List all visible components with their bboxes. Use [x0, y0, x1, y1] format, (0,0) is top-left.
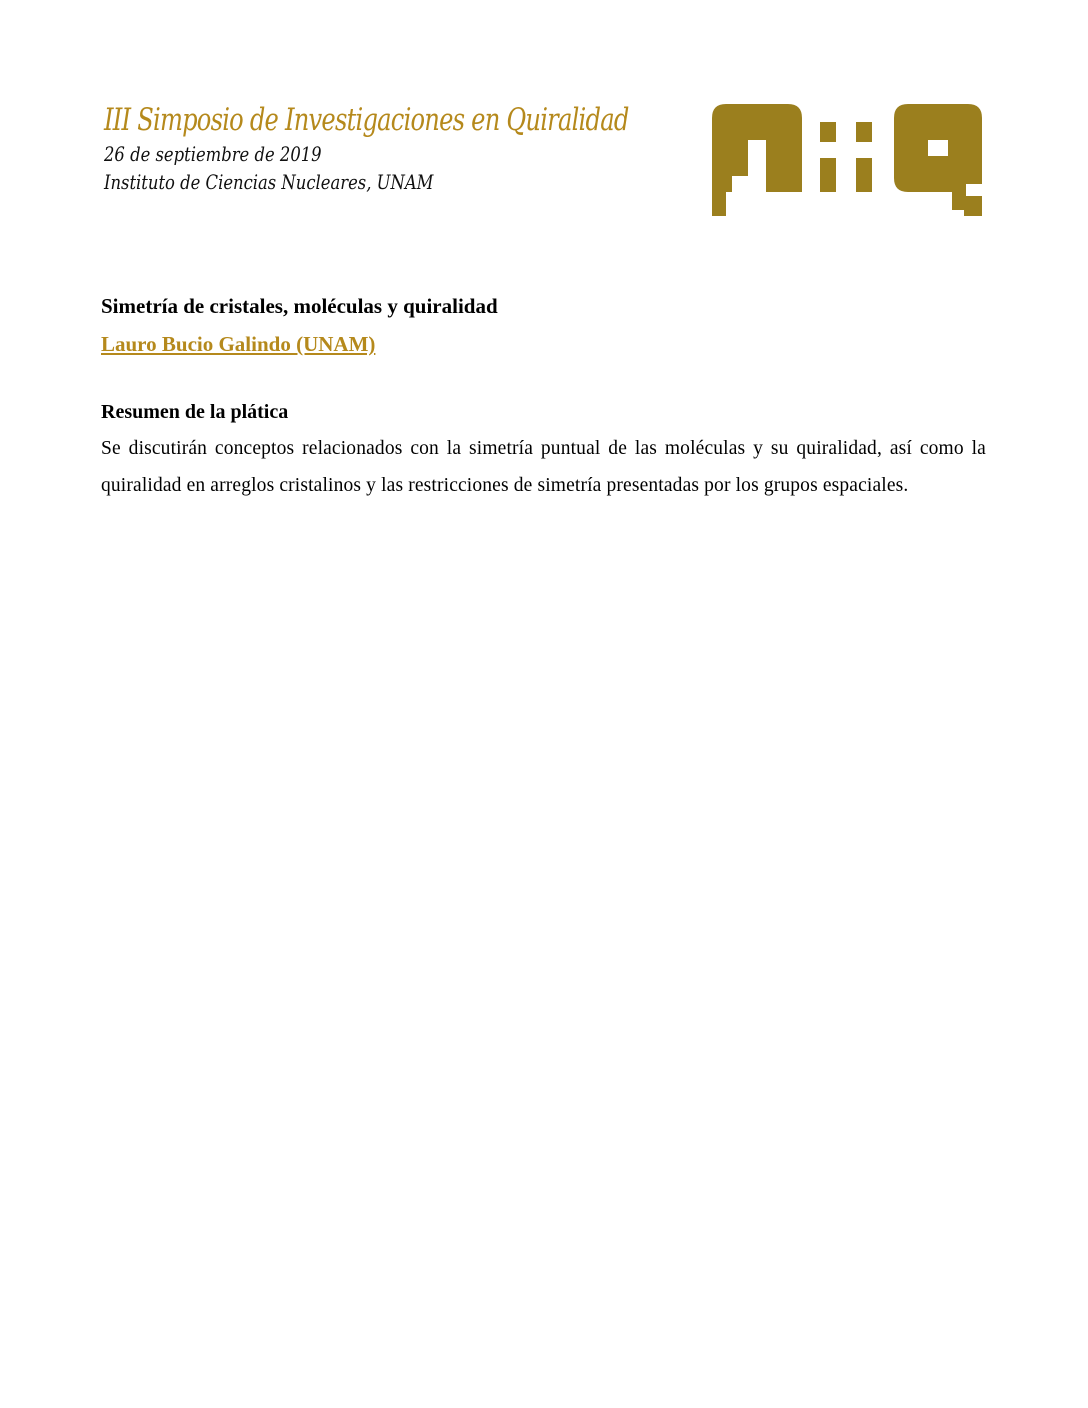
talk-content [101, 288, 986, 504]
event-venue: Instituto de Ciencias Nucleares, UNAM [104, 170, 434, 194]
abstract-heading: Resumen de la plática [101, 401, 289, 423]
event-header [104, 100, 664, 196]
siq-logo-icon [712, 104, 984, 216]
event-title: III Simposio de Investigaciones en Quiralidad [104, 102, 629, 138]
abstract-text: Se discutirán conceptos relacionados con la simetría puntual de las moléculas y su quiralidad, así como la quiralidad en arreglos cristalinos y las restricciones de simetría presentadas por los grupos espaciales. [101, 438, 986, 496]
speaker-link[interactable]: Lauro Bucio Galindo (UNAM) [101, 332, 376, 356]
talk-title: Simetría de cristales, moléculas y quiralidad [101, 294, 498, 318]
event-date: 26 de septiembre de 2019 [104, 142, 322, 166]
